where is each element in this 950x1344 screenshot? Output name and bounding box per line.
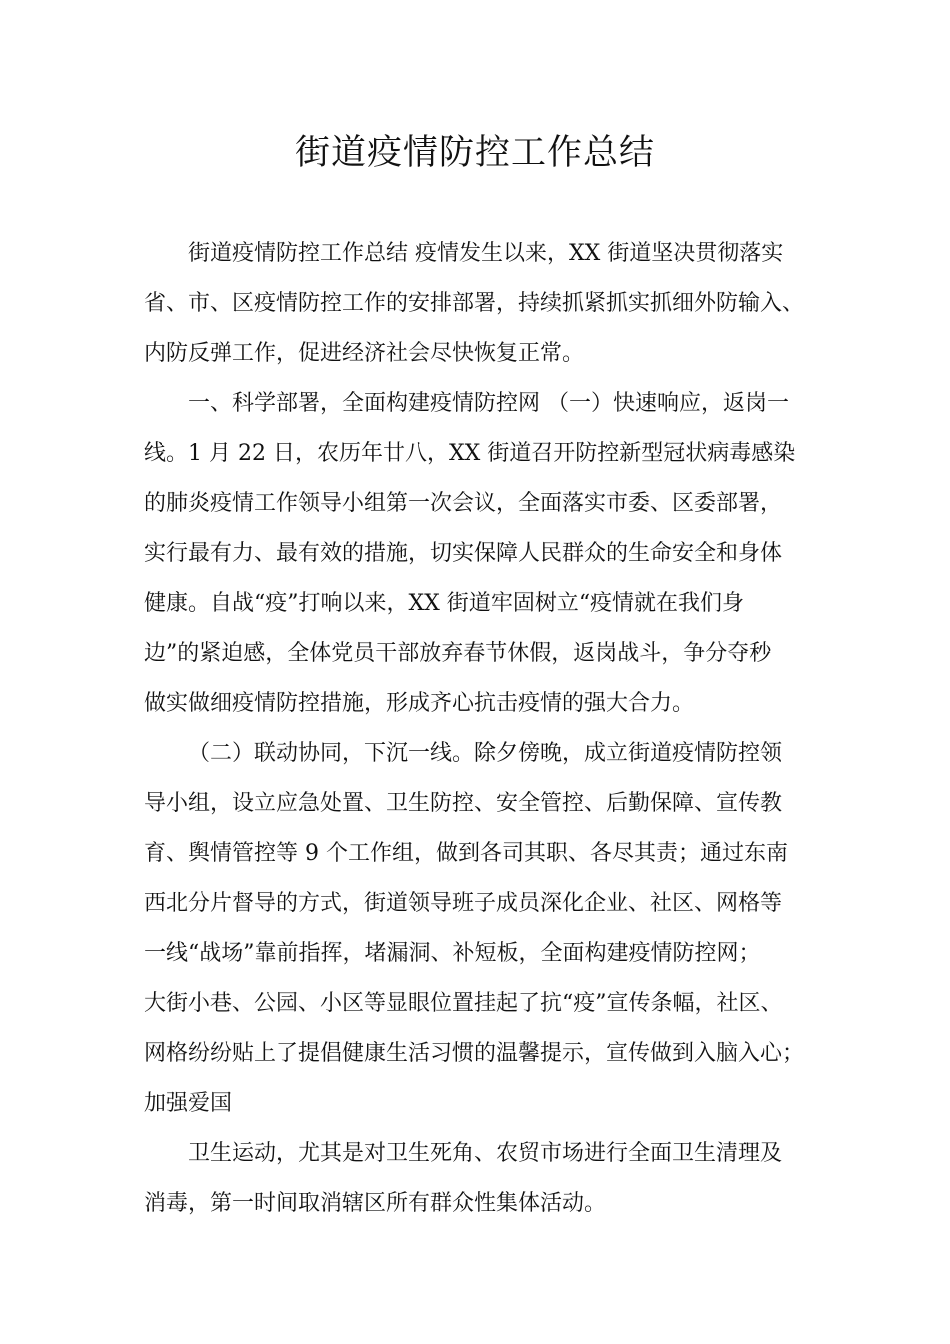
text-line: 边”的紧迫感，全体党员干部放弃春节休假，返岗战斗，争分夺秒 bbox=[144, 641, 772, 666]
document-title: 街道疫情防控工作总结 bbox=[294, 133, 655, 173]
text-line: 消毒，第一时间取消辖区所有群众性集体活动。 bbox=[144, 1191, 607, 1216]
text-line: 一、科学部署，全面构建疫情防控网 （一）快速响应，返岗一 bbox=[188, 391, 789, 416]
text-line: 线。1 月 22 日，农历年廿八，XX 街道召开防控新型冠状病毒感染 bbox=[144, 441, 796, 466]
text-line: 西北分片督导的方式，街道领导班子成员深化企业、社区、网格等 bbox=[144, 891, 783, 916]
text-line: 育、舆情管控等 9 个工作组，做到各司其职、各尽其责；通过东南 bbox=[144, 841, 788, 866]
text-line: 一线“战场”靠前指挥，堵漏洞、补短板，全面构建疫情防控网； bbox=[144, 941, 761, 966]
text-line: 的肺炎疫情工作领导小组第一次会议，全面落实市委、区委部署， bbox=[144, 491, 783, 516]
text-line: 加强爱国 bbox=[144, 1091, 233, 1116]
text-line: 实行最有力、最有效的措施，切实保障人民群众的生命安全和身体 bbox=[144, 541, 783, 566]
text-line: 省、市、区疫情防控工作的安排部署，持续抓紧抓实抓细外防输入、 bbox=[144, 291, 805, 316]
text-line: （二）联动协同，下沉一线。除夕傍晚，成立街道疫情防控领 bbox=[188, 741, 783, 766]
text-line: 健康。自战“疫”打响以来，XX 街道牢固树立“疫情就在我们身 bbox=[144, 591, 745, 616]
text-line: 内防反弹工作，促进经济社会尽快恢复正常。 bbox=[144, 341, 585, 366]
text-line: 大街小巷、公园、小区等显眼位置挂起了抗“疫”宣传条幅，社区、 bbox=[144, 991, 783, 1016]
document-body bbox=[144, 229, 824, 1229]
text-line: 做实做细疫情防控措施，形成齐心抗击疫情的强大合力。 bbox=[144, 691, 695, 716]
text-line: 卫生运动，尤其是对卫生死角、农贸市场进行全面卫生清理及 bbox=[188, 1141, 783, 1166]
text-line: 网格纷纷贴上了提倡健康生活习惯的温馨提示，宣传做到入脑入心； bbox=[144, 1041, 805, 1066]
text-line: 街道疫情防控工作总结 疫情发生以来，XX 街道坚决贯彻落实 bbox=[188, 241, 784, 266]
text-line: 导小组，设立应急处置、卫生防控、安全管控、后勤保障、宣传教 bbox=[144, 791, 783, 816]
